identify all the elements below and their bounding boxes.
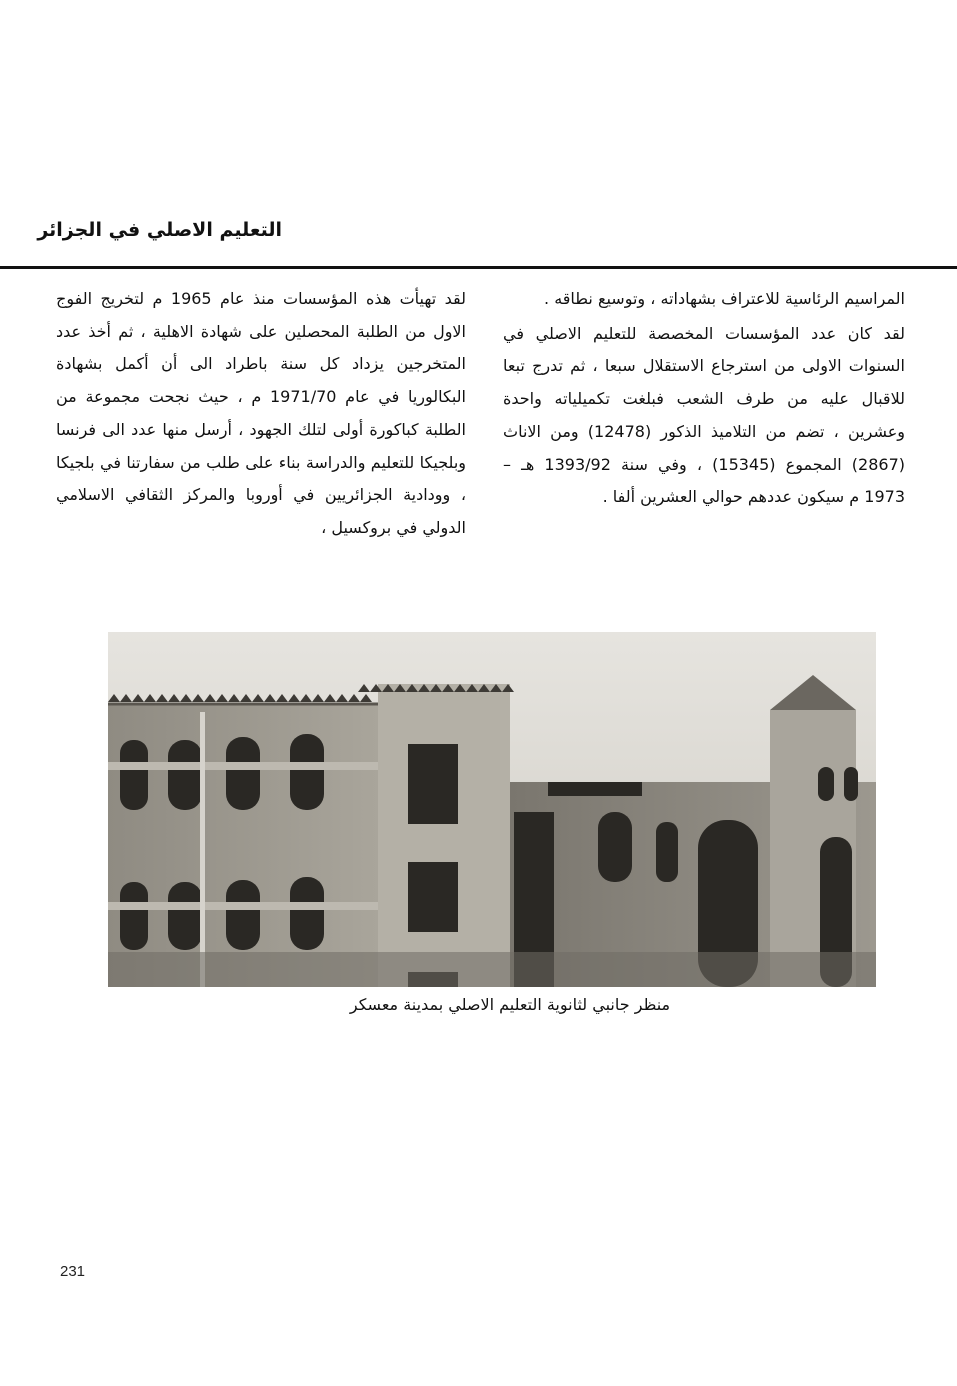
paragraph: لقد كان عدد المؤسسات المخصصة للتعليم الاصلي في السنوات الاولى من استرجاع الاستقلال سبعا ، ثم تدرج تبعا للاقبال عليه من طرف الشعب فبلغت تكميلياته واحدة وعشرين ، تضم من التلاميذ الذكور (12478) ومن الاناث (2867) المجموع (15345) ، وفي سنة 1393/92 هـ – 1973 م سيكون عددهم حوالي العشرين ألفا . (503, 323, 905, 507)
building-photo (108, 632, 876, 987)
running-header-title: التعليم الاصلي في الجزائر (37, 219, 282, 241)
article-column-left (56, 283, 466, 545)
page-number: 231 (60, 1263, 86, 1280)
paragraph: المراسيم الرئاسية للاعتراف بشهاداته ، وتوسيع نطاقه . (544, 289, 905, 308)
article-column-right (503, 283, 905, 514)
photo-caption: منظر جانبي لثانوية التعليم الاصلي بمدينة معسكر (349, 995, 671, 1014)
header-divider (0, 266, 957, 269)
paragraph: لقد تهيأت هذه المؤسسات منذ عام 1965 م لتخريج الفوج الاول من الطلبة المحصلين على شهادة الاهلية ، ثم أخذ عدد المتخرجين يزداد كل سنة باطراد الى أن أكمل بشهادة البكالوريا في عام 1971/70 م ، حيث نجحت مجموعة من الطلبة كباكورة أولى لتلك الجهود ، أرسل منها عدد الى فرنسا وبلجيكا للتعليم والدراسة بناء على طلب من سفارتنا في بلجيكا ، وودادية الجزائريين في أوروبا والمركز الثقافي الاسلامي الدولي في بروكسيل ، (56, 289, 467, 537)
